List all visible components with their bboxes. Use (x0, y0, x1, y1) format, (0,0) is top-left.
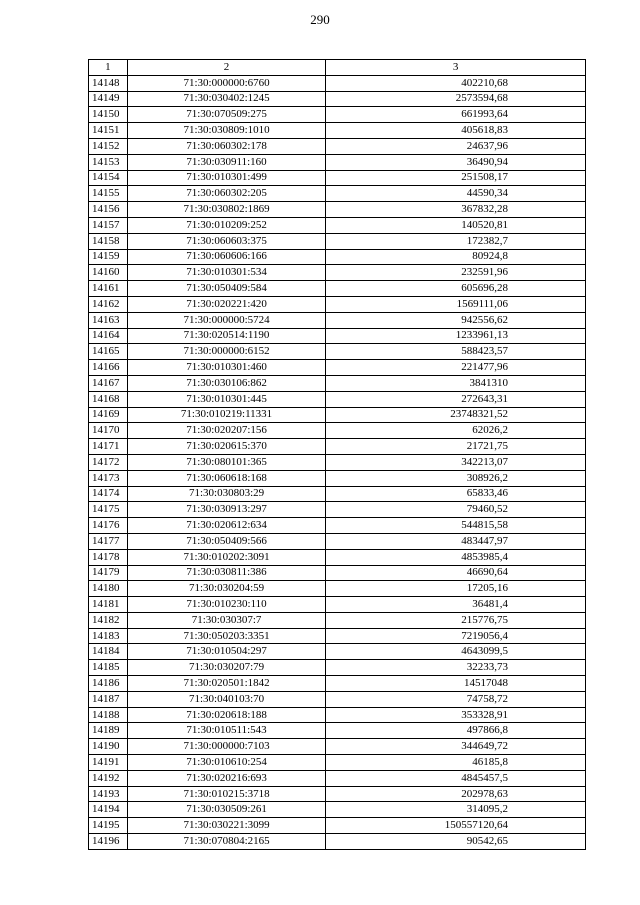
cadastral-number-cell: 71:30:000000:7103 (127, 739, 325, 755)
cadastral-number-cell: 71:30:060618:168 (127, 470, 325, 486)
value-cell: 62026,2 (326, 423, 586, 439)
value-cell: 342213,07 (326, 454, 586, 470)
row-number-cell: 14170 (89, 423, 128, 439)
row-number-cell: 14174 (89, 486, 128, 502)
row-number-cell: 14177 (89, 533, 128, 549)
cadastral-number-cell: 71:30:020221:420 (127, 296, 325, 312)
row-number-cell: 14175 (89, 502, 128, 518)
cadastral-number-cell: 71:30:030204:59 (127, 581, 325, 597)
cadastral-number-cell: 71:30:030913:297 (127, 502, 325, 518)
cadastral-number-cell: 71:30:020207:156 (127, 423, 325, 439)
value-cell: 32233,73 (326, 660, 586, 676)
row-number-cell: 14184 (89, 644, 128, 660)
value-cell: 172382,7 (326, 233, 586, 249)
value-cell: 353328,91 (326, 707, 586, 723)
value-cell: 405618,83 (326, 123, 586, 139)
table-body (89, 75, 586, 849)
cadastral-number-cell: 71:30:010504:297 (127, 644, 325, 660)
row-number-cell: 14150 (89, 107, 128, 123)
row-number-cell: 14163 (89, 312, 128, 328)
table-row (89, 739, 586, 755)
cadastral-number-cell: 71:30:000000:6152 (127, 344, 325, 360)
row-number-cell: 14191 (89, 755, 128, 771)
row-number-cell: 14148 (89, 75, 128, 91)
cadastral-number-cell: 71:30:050409:566 (127, 533, 325, 549)
table-row (89, 834, 586, 850)
table-row (89, 628, 586, 644)
cadastral-number-cell: 71:30:070509:275 (127, 107, 325, 123)
row-number-cell: 14153 (89, 154, 128, 170)
column-header-2: 2 (127, 60, 325, 76)
value-cell: 232591,96 (326, 265, 586, 281)
cadastral-number-cell: 71:30:010301:460 (127, 360, 325, 376)
row-number-cell: 14155 (89, 186, 128, 202)
value-cell: 80924,8 (326, 249, 586, 265)
row-number-cell: 14180 (89, 581, 128, 597)
table-row (89, 391, 586, 407)
table-row (89, 581, 586, 597)
value-cell: 497866,8 (326, 723, 586, 739)
row-number-cell: 14173 (89, 470, 128, 486)
value-cell: 90542,65 (326, 834, 586, 850)
table-row (89, 423, 586, 439)
row-number-cell: 14187 (89, 691, 128, 707)
value-cell: 140520,81 (326, 217, 586, 233)
table-row (89, 170, 586, 186)
cadastral-number-cell: 71:30:000000:5724 (127, 312, 325, 328)
table-row (89, 454, 586, 470)
header-row (89, 60, 586, 76)
value-cell: 483447,97 (326, 533, 586, 549)
row-number-cell: 14185 (89, 660, 128, 676)
value-cell: 36490,94 (326, 154, 586, 170)
cadastral-number-cell: 71:30:000000:6760 (127, 75, 325, 91)
row-number-cell: 14164 (89, 328, 128, 344)
value-cell: 344649,72 (326, 739, 586, 755)
table-row (89, 360, 586, 376)
table-row (89, 186, 586, 202)
cadastral-number-cell: 71:30:010511:543 (127, 723, 325, 739)
table-row (89, 123, 586, 139)
value-cell: 202978,63 (326, 786, 586, 802)
cadastral-number-cell: 71:30:030811:386 (127, 565, 325, 581)
row-number-cell: 14189 (89, 723, 128, 739)
cadastral-number-cell: 71:30:010301:499 (127, 170, 325, 186)
table-row (89, 138, 586, 154)
table-row (89, 549, 586, 565)
value-cell: 36481,4 (326, 597, 586, 613)
value-cell: 314095,2 (326, 802, 586, 818)
table-row (89, 265, 586, 281)
row-number-cell: 14158 (89, 233, 128, 249)
value-cell: 65833,46 (326, 486, 586, 502)
table-row (89, 565, 586, 581)
table-row (89, 486, 586, 502)
value-cell: 46185,8 (326, 755, 586, 771)
row-number-cell: 14161 (89, 281, 128, 297)
row-number-cell: 14151 (89, 123, 128, 139)
row-number-cell: 14182 (89, 612, 128, 628)
row-number-cell: 14188 (89, 707, 128, 723)
table-row (89, 533, 586, 549)
row-number-cell: 14171 (89, 439, 128, 455)
value-cell: 942556,62 (326, 312, 586, 328)
row-number-cell: 14167 (89, 375, 128, 391)
value-cell: 3841310 (326, 375, 586, 391)
cadastral-number-cell: 71:30:020615:370 (127, 439, 325, 455)
cadastral-number-cell: 71:30:060603:375 (127, 233, 325, 249)
cadastral-number-cell: 71:30:030509:261 (127, 802, 325, 818)
row-number-cell: 14190 (89, 739, 128, 755)
table-row (89, 470, 586, 486)
value-cell: 215776,75 (326, 612, 586, 628)
value-cell: 4643099,5 (326, 644, 586, 660)
value-cell: 150557120,64 (326, 818, 586, 834)
cadastral-number-cell: 71:30:010209:252 (127, 217, 325, 233)
cadastral-number-cell: 71:30:010202:3091 (127, 549, 325, 565)
value-cell: 588423,57 (326, 344, 586, 360)
value-cell: 4853985,4 (326, 549, 586, 565)
value-cell: 544815,58 (326, 518, 586, 534)
cadastral-number-cell: 71:30:010301:534 (127, 265, 325, 281)
cadastral-number-cell: 71:30:020216:693 (127, 770, 325, 786)
table-row (89, 676, 586, 692)
cadastral-number-cell: 71:30:010230:110 (127, 597, 325, 613)
cadastral-number-cell: 71:30:030221:3099 (127, 818, 325, 834)
row-number-cell: 14195 (89, 818, 128, 834)
table-row (89, 375, 586, 391)
table-row (89, 612, 586, 628)
value-cell: 74758,72 (326, 691, 586, 707)
cadastral-number-cell: 71:30:080101:365 (127, 454, 325, 470)
table-row (89, 660, 586, 676)
row-number-cell: 14168 (89, 391, 128, 407)
table-row (89, 344, 586, 360)
column-header-1: 1 (89, 60, 128, 76)
value-cell: 221477,96 (326, 360, 586, 376)
data-table (88, 59, 586, 850)
cadastral-number-cell: 71:30:030911:160 (127, 154, 325, 170)
table-row (89, 755, 586, 771)
value-cell: 7219056,4 (326, 628, 586, 644)
table-row (89, 818, 586, 834)
cadastral-number-cell: 71:30:030809:1010 (127, 123, 325, 139)
value-cell: 4845457,5 (326, 770, 586, 786)
table-row (89, 707, 586, 723)
table-row (89, 518, 586, 534)
row-number-cell: 14152 (89, 138, 128, 154)
row-number-cell: 14176 (89, 518, 128, 534)
row-number-cell: 14194 (89, 802, 128, 818)
value-cell: 367832,28 (326, 202, 586, 218)
row-number-cell: 14159 (89, 249, 128, 265)
cadastral-number-cell: 71:30:060302:178 (127, 138, 325, 154)
cadastral-number-cell: 71:30:030106:862 (127, 375, 325, 391)
value-cell: 308926,2 (326, 470, 586, 486)
value-cell: 24637,96 (326, 138, 586, 154)
row-number-cell: 14183 (89, 628, 128, 644)
cadastral-number-cell: 71:30:020618:188 (127, 707, 325, 723)
row-number-cell: 14156 (89, 202, 128, 218)
table-row (89, 233, 586, 249)
row-number-cell: 14149 (89, 91, 128, 107)
row-number-cell: 14181 (89, 597, 128, 613)
cadastral-number-cell: 71:30:030307:7 (127, 612, 325, 628)
table-row (89, 91, 586, 107)
table-row (89, 328, 586, 344)
cadastral-number-cell: 71:30:010301:445 (127, 391, 325, 407)
value-cell: 1233961,13 (326, 328, 586, 344)
value-cell: 14517048 (326, 676, 586, 692)
value-cell: 1569111,06 (326, 296, 586, 312)
cadastral-number-cell: 71:30:010610:254 (127, 755, 325, 771)
table-header (89, 60, 586, 76)
row-number-cell: 14178 (89, 549, 128, 565)
cadastral-number-cell: 71:30:050409:584 (127, 281, 325, 297)
table-row (89, 154, 586, 170)
cadastral-number-cell: 71:30:010215:3718 (127, 786, 325, 802)
value-cell: 272643,31 (326, 391, 586, 407)
table-row (89, 723, 586, 739)
table-row (89, 786, 586, 802)
value-cell: 44590,34 (326, 186, 586, 202)
cadastral-number-cell: 71:30:030207:79 (127, 660, 325, 676)
table-row (89, 644, 586, 660)
cadastral-number-cell: 71:30:040103:70 (127, 691, 325, 707)
table-row (89, 281, 586, 297)
cadastral-number-cell: 71:30:010219:11331 (127, 407, 325, 423)
cadastral-number-cell: 71:30:070804:2165 (127, 834, 325, 850)
row-number-cell: 14165 (89, 344, 128, 360)
value-cell: 46690,64 (326, 565, 586, 581)
table-row (89, 202, 586, 218)
value-cell: 605696,28 (326, 281, 586, 297)
table-row (89, 691, 586, 707)
value-cell: 17205,16 (326, 581, 586, 597)
table-row (89, 249, 586, 265)
table-row (89, 770, 586, 786)
table-row (89, 296, 586, 312)
table-row (89, 107, 586, 123)
value-cell: 251508,17 (326, 170, 586, 186)
cadastral-number-cell: 71:30:030802:1869 (127, 202, 325, 218)
cadastral-number-cell: 71:30:060606:166 (127, 249, 325, 265)
value-cell: 21721,75 (326, 439, 586, 455)
cadastral-number-cell: 71:30:030402:1245 (127, 91, 325, 107)
cadastral-number-cell: 71:30:030803:29 (127, 486, 325, 502)
table-row (89, 312, 586, 328)
column-header-3: 3 (326, 60, 586, 76)
cadastral-number-cell: 71:30:020514:1190 (127, 328, 325, 344)
row-number-cell: 14169 (89, 407, 128, 423)
row-number-cell: 14166 (89, 360, 128, 376)
table-row (89, 217, 586, 233)
cadastral-number-cell: 71:30:020612:634 (127, 518, 325, 534)
row-number-cell: 14172 (89, 454, 128, 470)
row-number-cell: 14157 (89, 217, 128, 233)
value-cell: 79460,52 (326, 502, 586, 518)
row-number-cell: 14193 (89, 786, 128, 802)
cadastral-number-cell: 71:30:060302:205 (127, 186, 325, 202)
table-row (89, 407, 586, 423)
row-number-cell: 14179 (89, 565, 128, 581)
table-row (89, 597, 586, 613)
value-cell: 2573594,68 (326, 91, 586, 107)
value-cell: 23748321,52 (326, 407, 586, 423)
table-row (89, 502, 586, 518)
cadastral-number-cell: 71:30:050203:3351 (127, 628, 325, 644)
row-number-cell: 14162 (89, 296, 128, 312)
table-row (89, 75, 586, 91)
cadastral-number-cell: 71:30:020501:1842 (127, 676, 325, 692)
value-cell: 402210,68 (326, 75, 586, 91)
row-number-cell: 14160 (89, 265, 128, 281)
table-row (89, 802, 586, 818)
row-number-cell: 14192 (89, 770, 128, 786)
row-number-cell: 14196 (89, 834, 128, 850)
table-row (89, 439, 586, 455)
row-number-cell: 14186 (89, 676, 128, 692)
value-cell: 661993,64 (326, 107, 586, 123)
row-number-cell: 14154 (89, 170, 128, 186)
page-number: 290 (310, 12, 330, 27)
